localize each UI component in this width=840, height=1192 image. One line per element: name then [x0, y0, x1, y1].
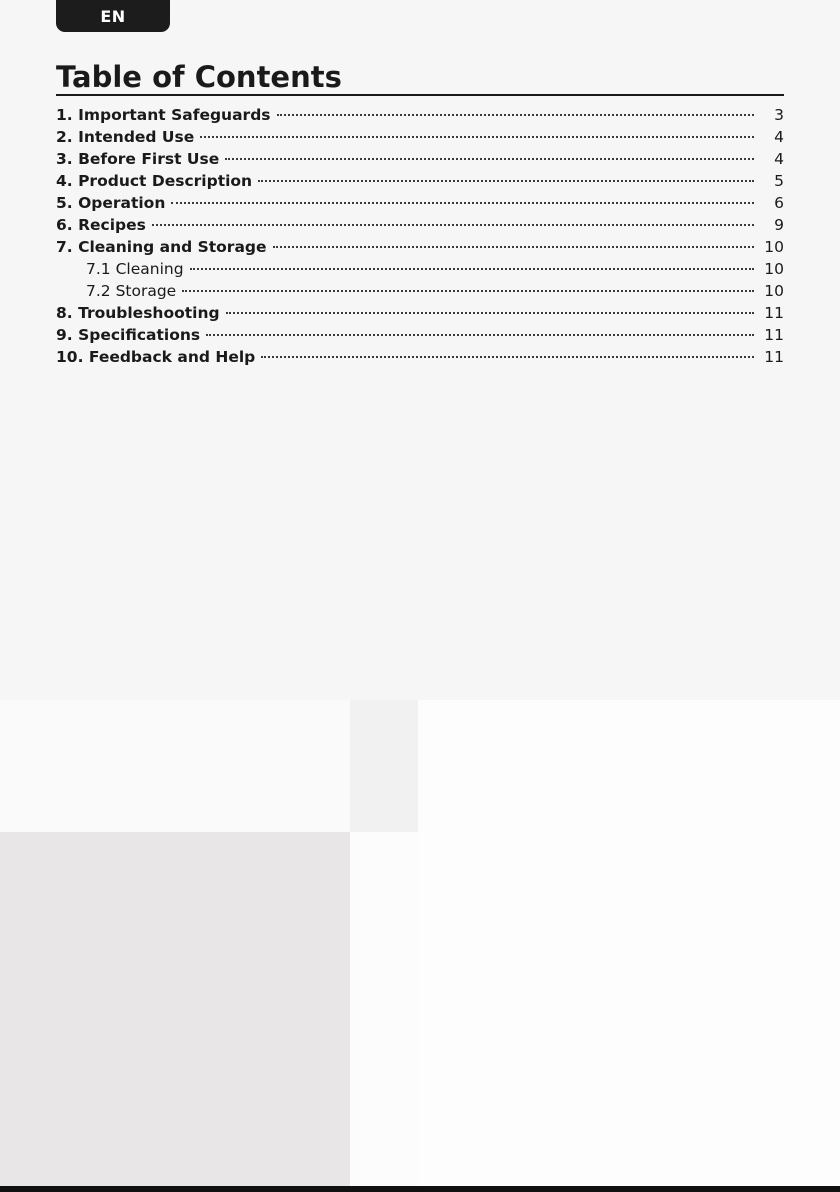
toc-dot-leader — [200, 136, 754, 138]
toc-dot-leader — [277, 114, 754, 116]
toc-entry[interactable] — [56, 346, 784, 368]
toc-entry-label: 9. Specifications — [56, 326, 201, 344]
toc-dot-leader — [225, 158, 754, 160]
toc-entry-label: 7. Cleaning and Storage — [56, 238, 267, 256]
toc-dot-leader — [152, 224, 754, 226]
toc-entry-label: 10. Feedback and Help — [56, 348, 256, 366]
toc-entry-page: 6 — [774, 194, 784, 212]
toc-entry[interactable] — [56, 170, 784, 192]
toc-entry-page: 11 — [764, 304, 784, 322]
toc-dot-leader — [182, 290, 754, 292]
toc-entry[interactable] — [56, 148, 784, 170]
toc-dot-leader — [226, 312, 754, 314]
toc-entry-page: 10 — [764, 260, 784, 278]
toc-dot-leader — [206, 334, 754, 336]
toc-entry-page: 9 — [774, 216, 784, 234]
toc-entry-label: 6. Recipes — [56, 216, 146, 234]
toc-entry[interactable] — [56, 214, 784, 236]
toc-subentry[interactable] — [56, 258, 784, 280]
toc-dot-leader — [261, 356, 754, 358]
toc-dot-leader — [273, 246, 754, 248]
toc-entry-label: 8. Troubleshooting — [56, 304, 220, 322]
page-background-center-strip — [350, 700, 418, 832]
toc-dot-leader — [190, 268, 754, 270]
bottom-border — [0, 1186, 840, 1192]
toc-entry[interactable] — [56, 126, 784, 148]
toc-entry-label: 7.2 Storage — [86, 282, 177, 300]
toc-entry-label: 7.1 Cleaning — [86, 260, 184, 278]
toc-entry-label: 4. Product Description — [56, 172, 253, 190]
toc-title-underline — [56, 94, 784, 96]
toc-entry-label: 2. Intended Use — [56, 128, 195, 146]
toc-dot-leader — [171, 202, 754, 204]
toc-entry[interactable] — [56, 236, 784, 258]
toc-entry-page: 4 — [774, 128, 784, 146]
toc-entry-label: 5. Operation — [56, 194, 166, 212]
toc-entry[interactable] — [56, 324, 784, 346]
toc-entry-page: 10 — [764, 238, 784, 256]
toc-dot-leader — [258, 180, 754, 182]
toc-entry[interactable] — [56, 192, 784, 214]
toc-entry-page: 3 — [774, 106, 784, 124]
toc-entry-page: 5 — [774, 172, 784, 190]
toc-entry-page: 11 — [764, 348, 784, 366]
page-background-right-lower — [418, 700, 840, 1186]
page-background-left-middle — [0, 700, 350, 832]
toc-list — [56, 104, 784, 368]
toc-entry[interactable] — [56, 104, 784, 126]
page-background-strip-lower — [350, 832, 418, 1186]
toc-entry-page: 4 — [774, 150, 784, 168]
toc-entry-page: 11 — [764, 326, 784, 344]
toc-entry-page: 10 — [764, 282, 784, 300]
language-tab: EN — [56, 0, 170, 32]
toc-subentry[interactable] — [56, 280, 784, 302]
toc-entry[interactable] — [56, 302, 784, 324]
toc-entry-label: 1. Important Safeguards — [56, 106, 271, 124]
page-background-left-lower — [0, 832, 350, 1186]
toc-entry-label: 3. Before First Use — [56, 150, 220, 168]
toc-title: Table of Contents — [56, 60, 342, 94]
